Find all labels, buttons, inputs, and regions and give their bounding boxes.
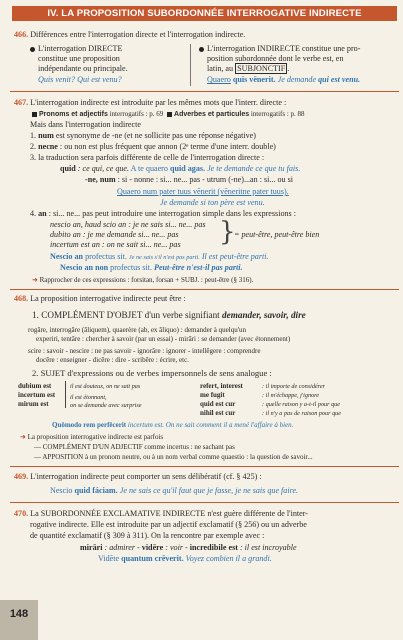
videte-example: Vidēte quantum crēverit. Voyez combien il a grandi.: [98, 554, 272, 563]
expr-dubium: dubium est: [18, 382, 52, 390]
indirect-def-line2: position subordonnée dont le verbe est, en: [207, 54, 344, 63]
quaero-num-example: Quaero num pater tuus vēnerit (vēneritne pater tuus).: [117, 187, 289, 196]
section-470-verbs: mirāri : admirer - vidēre : voir - incredibile est : il est incroyable: [80, 543, 297, 552]
gloss-douteux: il est douteux, on ne sait pas: [70, 383, 141, 390]
note-apposition: — APPOSITION à un pronom neutre, ou à un nom verbal comme quaestio : la question de savoir...: [34, 453, 313, 461]
verbs-line1: rogāre, interrogāre (āliquem), quaerère (ab, ex āliquo) : demander à quelqu'un: [28, 326, 246, 334]
sujet-heading: 2. SUJET d'expressions ou de verbes impersonnels de sens analogue :: [32, 368, 272, 378]
ne-num-line: -ne, num : si - nonne : si... ne... pas - utrum (-ne)...an : si... ou si: [85, 175, 293, 184]
mais-line: Mais dans l'interrogation indirecte: [30, 120, 141, 129]
arrow-icon: ➜: [32, 276, 38, 284]
section-divider: [10, 466, 399, 467]
arrow-icon: ➜: [20, 433, 26, 441]
gloss-importe: : il importe de considérer: [262, 383, 326, 390]
expr-incertum-an: incertum est an : on ne sait si... ne... pas: [50, 240, 181, 249]
section-divider: [10, 91, 399, 92]
brace-icon: }: [219, 217, 236, 247]
verbs-line4: docēre : enseigner - dicēre : dire - scribēre : écrire, etc.: [36, 356, 189, 364]
section-470-line2: rogative indirecte. Elle est introduite par un adjectif exclamatif (§ 256) ou un adverbe: [30, 520, 307, 529]
bullet-icon: [30, 47, 35, 52]
expr-mirum: mirum est: [18, 400, 49, 408]
section-467-title: 467. L'interrogation indirecte est introduite par les mêmes mots que l'interr. directe :: [14, 98, 287, 107]
complement-heading: 1. COMPLÉMENT D'OBJET d'un verbe signifiant demander, savoir, dire: [32, 310, 306, 320]
direct-def-line1: L'interrogation DIRECTE: [30, 44, 122, 54]
square-bullet-icon: [167, 112, 172, 117]
subjonctif-box: SUBJONCTIF: [237, 64, 286, 73]
quid-line: quid : ce qui, ce que. A te quaero quid agas. Je te demande ce que tu fais.: [60, 164, 301, 173]
verbs-line2: experiri, tentāre : chercher à savoir (par un essai) - mirāri : se demander (avec étonnement): [36, 335, 291, 343]
item-num: 1. num est synonyme de -ne (et ne sollicite pas une réponse négative): [30, 131, 256, 140]
gloss-etonnant: il est étonnant,: [70, 394, 107, 401]
section-468-title: 468. La proposition interrogative indirecte peut être :: [14, 294, 186, 303]
nescio-quid-example: Nescio quid fáciam. Je ne sais ce qu'il faut que je fasse, je ne sais que faire.: [50, 486, 299, 495]
nescio-an-non-example: Nescio an non profectus sit. Peut-être n'est-il pas parti.: [60, 263, 243, 272]
nescio-an-example: Nescio an profectus sit. Je ne sais s'il n'est pas parti. Il est peut-être parti.: [50, 252, 269, 261]
expr-nescio-an: nescio an, haud scio an : je ne sais si... ne... pas: [50, 220, 206, 229]
direct-example: Quis venit? Qui est venu?: [38, 75, 122, 84]
section-divider: [10, 502, 399, 503]
expr-dubito-an: dubito an : je me demande si... ne... pas: [50, 230, 179, 239]
item-an: 4. an : si... ne... pas peut introduire une interrogation simple dans les expressions :: [30, 209, 296, 218]
section-divider: [10, 289, 399, 290]
indirect-def-line3: latin, au SUBJONCTIF .: [207, 64, 290, 73]
section-470-line3: de quantité exclamatif (§ 309 à 311). On la rencontre par exemple avec :: [30, 531, 265, 540]
indirect-example: Quaero quis vēnerit. Je demande qui est venu.: [207, 75, 361, 84]
direct-def-line3: indépendante ou principale.: [38, 64, 128, 73]
item-necne: 2. necne : ou non est plus fréquent que annon (2ᵉ terme d'une interr. double): [30, 142, 276, 151]
column-divider: [190, 44, 191, 86]
expr-me-fugit: me fugit: [200, 391, 225, 399]
rapprocher-note: ➜ Rapprocher de ces expressions : forsitan, forsan + SUBJ. : peut-être (§ 316).: [32, 276, 254, 284]
references-line: Pronoms et adjectifs interrogatifs : p. 69 Adverbes et particules interrogatifs : p. 88: [30, 109, 305, 120]
section-469-title: 469. L'interrogation indirecte peut comporter un sens délibératif (cf. § 425) :: [14, 472, 262, 481]
expr-meaning: = peut-être, peut-être bien: [234, 230, 320, 239]
square-bullet-icon: [32, 112, 37, 117]
gloss-surprise: on se demande avec surprise: [70, 402, 142, 409]
note-line: ➜ La proposition interrogative indirecte est parfois: [20, 433, 164, 441]
section-banner: IV. LA PROPOSITION SUBORDONNÉE INTERROGATIVE INDIRECTE: [12, 6, 397, 21]
note-adjectif: — COMPLÉMENT D'UN ADJECTIF comme incertus : ne sachant pas: [34, 443, 235, 451]
brace-line: [65, 381, 66, 408]
quaero-num-translation: Je demande si ton père est venu.: [160, 198, 265, 207]
gloss-raison: : quelle raison y a-t-il pour que: [262, 401, 341, 408]
expr-quid-est-cur: quid est cur: [200, 400, 236, 408]
gloss-echappe: : il m'échappe, j'ignore: [262, 392, 320, 399]
expr-incertum: incertum est: [18, 391, 56, 399]
gloss-pas-raison: : il n'y a pas de raison pour que: [262, 410, 342, 417]
verbs-line3: scire : savoir - nescire : ne pas savoir - ignorāre : ignorer - intellēgere : comprendre: [28, 347, 261, 355]
expr-refert: refert, interest: [200, 382, 243, 390]
direct-def-line2: constitue une proposition: [38, 54, 120, 63]
item-translation: 3. la traduction sera parfois différente de celle de l'interrogation directe :: [30, 153, 265, 162]
indirect-def-line1: L'interrogation INDIRECTE constitue une pro-: [199, 44, 360, 54]
page-number: 148: [0, 600, 38, 640]
bullet-icon: [199, 47, 204, 52]
expr-nihil-est-cur: nihil est cur: [200, 409, 236, 417]
section-470-line1: 470. La SUBORDONNÉE EXCLAMATIVE INDIRECTE n'est guère différente de l'inter-: [14, 509, 308, 518]
section-466-title: 466. Différences entre l'interrogation directe et l'interrogation indirecte.: [14, 30, 246, 39]
quomodo-example: Quōmodo rem perfēcerit incertum est. On ne sait comment il a mené l'affaire à bien.: [52, 421, 294, 429]
